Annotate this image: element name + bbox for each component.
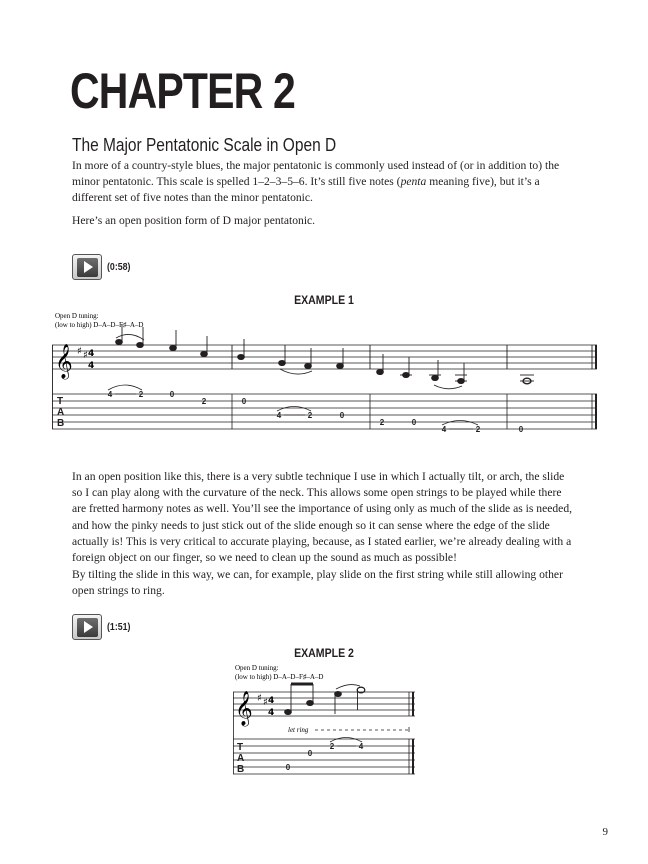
sharp-icon: ♯: [263, 697, 268, 708]
time-signature-bottom: 4: [268, 708, 275, 718]
tab-number: 2: [475, 425, 481, 434]
audio-track-2[interactable]: [72, 614, 134, 640]
paragraph-tilting: By tilting the slide in this way, we can, for example, play slide on the first string while still allowing other open strings to ring.: [72, 568, 563, 598]
example-2-staff: [233, 692, 415, 774]
let-ring-label: let ring: [288, 726, 309, 734]
tab-number: 2: [379, 418, 385, 427]
example-1-notation: [52, 310, 602, 435]
tab-number: 2: [201, 397, 207, 406]
page-number: 9: [602, 826, 608, 838]
play-icon: [77, 258, 98, 277]
example-1-staff: [52, 345, 597, 369]
sharp-icon: ♯: [257, 693, 262, 704]
example-1-tuning-line1: Open D tuning:: [55, 312, 99, 320]
play-icon: [77, 618, 98, 637]
example-2-tuning-line1: Open D tuning:: [235, 664, 279, 672]
sharp-icon: ♯: [83, 350, 88, 361]
paragraph-open-position: Here’s an open position form of D major pentatonic.: [72, 214, 316, 227]
audio-time: (1:51): [107, 621, 131, 633]
tab-label-b: B: [57, 418, 65, 429]
tab-number: 0: [169, 390, 175, 399]
example-2-title: EXAMPLE 2: [294, 646, 354, 660]
tab-number: 0: [339, 411, 345, 420]
example-1-barlines: [53, 345, 597, 429]
time-signature-top: 4: [88, 349, 95, 359]
tab-label-b: B: [237, 764, 245, 775]
tab-number: 2: [138, 390, 144, 399]
audio-time: (0:58): [107, 261, 131, 273]
chapter-title: CHAPTER 2: [70, 63, 295, 119]
time-signature-top: 4: [268, 696, 275, 706]
tab-label-t: T: [237, 742, 244, 753]
tab-label-a: A: [57, 407, 65, 418]
example-1-tuning-line2: (low to high) D–A–D–F♯–A–D: [55, 321, 144, 329]
tab-number: 4: [441, 425, 447, 434]
sharp-icon: ♯: [77, 346, 82, 357]
play-button[interactable]: [72, 614, 102, 640]
tab-label-t: T: [57, 396, 64, 407]
paragraph-intro: [72, 158, 577, 207]
tab-number: 2: [329, 742, 335, 751]
example-1-title: EXAMPLE 1: [294, 293, 354, 307]
audio-track-1[interactable]: [72, 254, 134, 280]
example-2-tuning-line2: (low to high) D–A–D–F♯–A–D: [235, 673, 324, 681]
paragraph-technique: In an open position like this, there is a very subtle technique I use in which I actually tilt, or arch, the slide so I can play along with the curvature of the neck. This allows some open strings to be played while there are fretted harmony notes as well. You’ll see the importance of using only as much of the slide as is needed, and how the pinky needs to just stick out of the slide enough so it can sense where the edge of the slide actually is! This is very critical to accurate playing, because, as I stated earlier, we’re already dealing with a foreign object on our finger, so we need to clean up the sound as much as possible!: [72, 470, 573, 565]
treble-clef-icon: 𝄞: [55, 344, 73, 379]
tab-number: 2: [307, 411, 313, 420]
tab-number: 0: [285, 763, 291, 772]
example-2-notation: [233, 662, 423, 782]
paragraph-intro-text-1: In more of a country-style blues, the major pentatonic is commonly used instead of (or in addition to) the minor pentatonic. This scale is spelled 1–2–3–5–6. It’s still five notes (: [72, 159, 560, 189]
treble-clef-icon: 𝄞: [235, 691, 253, 726]
example-2-tab-staff: [233, 739, 415, 774]
paragraph-intro-text-2: meaning five), but it’s a different set of five notes than the minor pentatonic.: [72, 175, 540, 205]
tab-number: 4: [107, 390, 113, 399]
tab-number: 0: [411, 418, 417, 427]
example-1-tab-staff: [52, 394, 597, 429]
example-1-notes: [116, 324, 534, 389]
time-signature-bottom: 4: [88, 361, 95, 371]
section-title: The Major Pentatonic Scale in Open D: [72, 135, 337, 155]
tab-number: 4: [358, 742, 364, 751]
play-button[interactable]: [72, 254, 102, 280]
tab-number: 4: [276, 411, 282, 420]
tab-number: 0: [518, 425, 524, 434]
tab-label-a: A: [237, 753, 245, 764]
tab-number: 0: [307, 749, 313, 758]
paragraph-intro-italic: penta: [400, 175, 427, 189]
tab-number: 0: [241, 397, 247, 406]
